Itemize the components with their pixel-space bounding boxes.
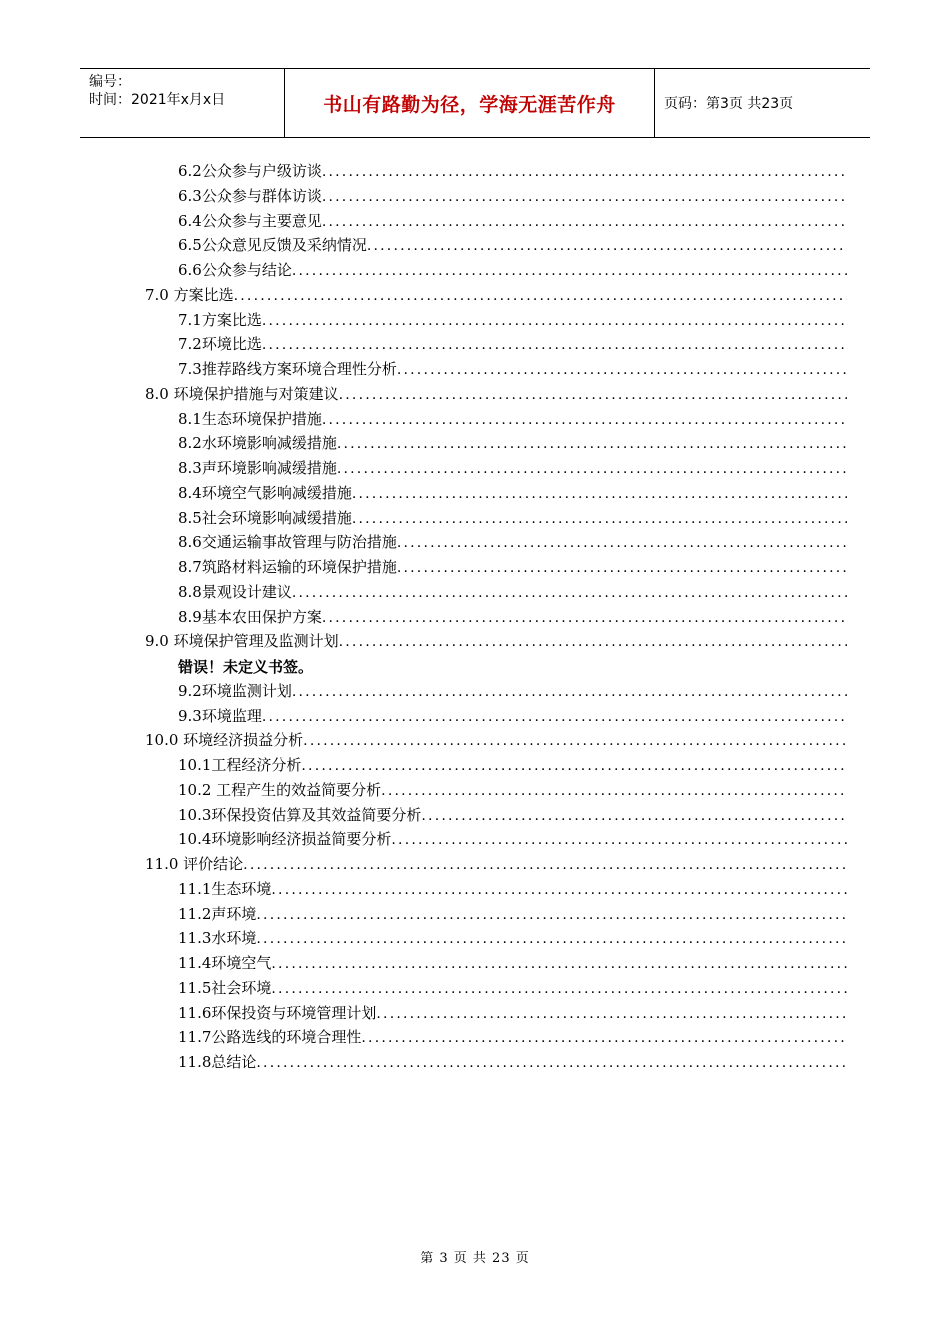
toc-section-entry[interactable] <box>145 432 847 457</box>
toc-entry-title: 9.3环境监理 <box>178 706 262 725</box>
toc-section-entry[interactable] <box>145 210 847 235</box>
toc-entry-title: 6.3公众参与群体访谈 <box>178 186 322 205</box>
toc-entry-title: 6.5公众意见反馈及采纳情况 <box>178 236 367 255</box>
toc-entry-title: 8.2水环境影响减缓措施 <box>178 434 337 453</box>
toc-error-entry: 错误！未定义书签。 <box>178 658 314 676</box>
toc-dot-leader <box>256 1055 847 1071</box>
toc-chapter-entry[interactable] <box>145 729 847 754</box>
toc-section-entry[interactable] <box>145 507 847 532</box>
toc-entry-title: 7.0 方案比选 <box>145 285 234 304</box>
toc-dot-leader <box>322 412 847 428</box>
toc-dot-leader <box>322 214 847 230</box>
toc-entry-title: 8.7筑路材料运输的环境保护措施 <box>178 558 397 576</box>
toc-dot-leader <box>391 832 847 848</box>
toc-entry-title: 7.2环境比选 <box>178 335 262 354</box>
toc-entry-title: 7.3推荐路线方案环境合理性分析 <box>178 360 397 378</box>
toc-entry-title: 11.8总结论 <box>178 1053 257 1071</box>
toc-entry-title: 11.3水环境 <box>178 929 257 948</box>
toc-entry-title: 8.3声环境影响减缓措施 <box>178 459 337 477</box>
toc-dot-leader <box>322 189 847 205</box>
toc-dot-leader <box>352 486 847 502</box>
toc-dot-leader <box>243 857 847 873</box>
document-date: 时间：2021年x月x日 <box>89 92 226 108</box>
toc-dot-leader <box>262 313 847 329</box>
toc-entry-title: 8.6交通运输事故管理与防治措施 <box>178 533 397 552</box>
toc-entry-title: 8.4环境空气影响减缓措施 <box>178 483 352 502</box>
toc-entry-title: 11.4环境空气 <box>178 954 272 972</box>
toc-section-entry[interactable] <box>145 828 847 853</box>
toc-entry-title: 11.6环保投资与环境管理计划 <box>178 1003 377 1022</box>
toc-entry-title: 6.4公众参与主要意见 <box>178 211 322 230</box>
header-meta <box>80 69 284 137</box>
toc-dot-leader <box>292 585 847 601</box>
toc-dot-leader <box>292 263 847 279</box>
toc-entry-title: 10.0 环境经济损益分析 <box>145 731 304 750</box>
toc-section-entry[interactable] <box>145 804 847 829</box>
toc-section-entry[interactable] <box>145 160 847 185</box>
toc-entry-title: 8.8景观设计建议 <box>178 582 292 601</box>
toc-section-entry[interactable] <box>145 977 847 1002</box>
toc-dot-leader <box>376 1006 847 1022</box>
toc-entry-title: 8.5社会环境影响减缓措施 <box>178 508 352 527</box>
toc-section-entry[interactable] <box>145 1002 847 1027</box>
toc-section-entry[interactable] <box>145 952 847 977</box>
header-page-info: 页码：第3页 共23页 <box>664 96 794 112</box>
toc-entry-title: 7.1方案比选 <box>178 310 262 329</box>
toc-section-entry[interactable] <box>145 333 847 358</box>
toc-entry-title: 8.0 环境保护措施与对策建议 <box>145 384 339 403</box>
toc-entry-title: 11.1生态环境 <box>178 879 272 898</box>
toc-section-entry[interactable] <box>145 358 847 383</box>
toc-dot-leader <box>361 1030 847 1046</box>
toc-dot-leader <box>256 931 847 947</box>
toc-dot-leader <box>322 610 847 626</box>
toc-dot-leader <box>397 362 847 378</box>
toc-dot-leader <box>271 882 847 898</box>
toc-dot-leader <box>397 535 847 551</box>
toc-section-entry[interactable] <box>145 531 847 556</box>
toc-section-entry[interactable] <box>145 556 847 581</box>
toc-chapter-entry[interactable] <box>145 853 847 878</box>
toc-dot-leader <box>352 511 847 527</box>
toc-dot-leader <box>397 560 847 576</box>
header-motto: 书山有路勤为径，学海无涯苦作舟 <box>284 69 655 137</box>
toc-section-entry[interactable] <box>145 185 847 210</box>
toc-dot-leader <box>421 808 847 824</box>
toc-dot-leader <box>367 238 847 254</box>
toc-section-entry[interactable] <box>145 1051 847 1076</box>
toc-section-entry[interactable] <box>145 878 847 903</box>
toc-entry-title: 6.6公众参与结论 <box>178 261 292 279</box>
toc-section-entry[interactable] <box>145 457 847 482</box>
toc-entry-title: 10.4环境影响经济损益简要分析 <box>178 830 392 849</box>
toc-dot-leader <box>303 733 847 749</box>
toc-dot-leader <box>322 164 847 180</box>
toc-entry-title: 11.0 评价结论 <box>145 855 244 873</box>
toc-dot-leader <box>262 709 847 725</box>
toc-entry-title: 10.1工程经济分析 <box>178 756 302 774</box>
toc-dot-leader <box>271 956 847 972</box>
toc-section-entry[interactable] <box>145 581 847 606</box>
toc-dot-leader <box>256 907 847 923</box>
toc-entry-title: 11.2声环境 <box>178 904 257 923</box>
toc-entry-title: 9.0 环境保护管理及监测计划 <box>145 632 339 651</box>
toc-section-entry[interactable] <box>145 309 847 334</box>
toc-section-entry[interactable] <box>145 903 847 928</box>
toc-chapter-entry[interactable] <box>145 383 847 408</box>
toc-dot-leader <box>271 981 847 997</box>
toc-section-entry[interactable] <box>145 754 847 779</box>
toc-dot-leader <box>337 461 847 477</box>
toc-entry-title: 10.2 工程产生的效益简要分析 <box>178 780 382 799</box>
page-footer: 第 3 页 共 23 页 <box>420 1251 530 1266</box>
toc-entry-title: 8.9基本农田保护方案 <box>178 607 322 626</box>
toc-dot-leader <box>381 783 847 799</box>
toc-entry-title: 9.2环境监测计划 <box>178 681 292 700</box>
table-of-contents <box>145 160 847 1076</box>
toc-chapter-entry[interactable] <box>145 284 847 309</box>
toc-section-entry[interactable] <box>145 259 847 284</box>
toc-dot-leader <box>262 337 847 353</box>
toc-dot-leader <box>301 758 847 774</box>
toc-section-entry[interactable] <box>145 606 847 631</box>
toc-entry-title: 11.5社会环境 <box>178 978 272 997</box>
toc-section-entry[interactable] <box>145 779 847 804</box>
toc-section-entry[interactable] <box>145 1026 847 1051</box>
toc-entry-title: 11.7公路选线的环境合理性 <box>178 1028 362 1047</box>
toc-dot-leader <box>292 684 847 700</box>
toc-section-entry[interactable] <box>145 705 847 730</box>
toc-section-entry[interactable] <box>145 482 847 507</box>
toc-dot-leader <box>234 288 847 304</box>
toc-section-entry[interactable] <box>145 234 847 259</box>
toc-section-entry[interactable] <box>145 408 847 433</box>
toc-dot-leader <box>339 634 847 650</box>
toc-entry-title: 8.1生态环境保护措施 <box>178 409 322 428</box>
toc-entry-title: 6.2公众参与户级访谈 <box>178 162 322 180</box>
document-code-label: 编号： <box>89 74 131 90</box>
toc-dot-leader <box>337 436 847 452</box>
toc-chapter-entry[interactable] <box>145 630 847 655</box>
page-header <box>80 68 870 138</box>
toc-section-entry[interactable] <box>145 927 847 952</box>
toc-entry-title: 10.3环保投资估算及其效益简要分析 <box>178 805 422 824</box>
toc-dot-leader <box>339 387 847 403</box>
toc-section-entry[interactable] <box>145 680 847 705</box>
